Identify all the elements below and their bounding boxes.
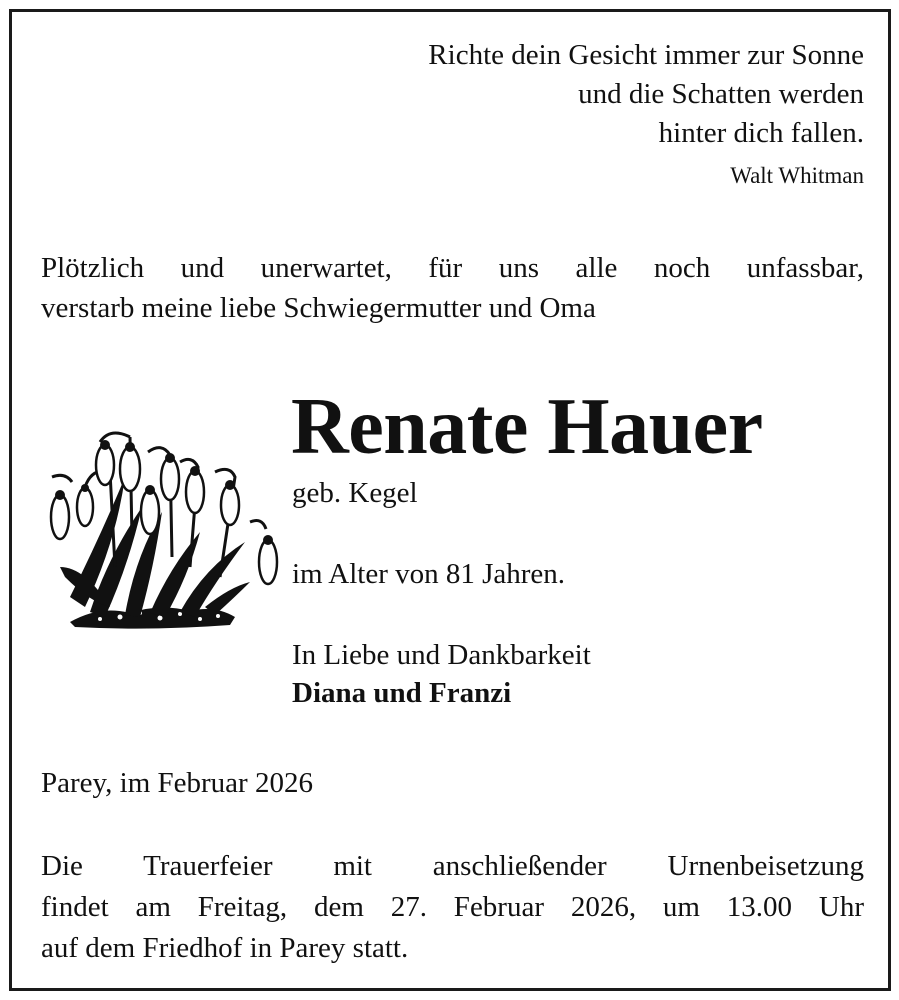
place-date: Parey, im Februar 2026: [41, 767, 313, 799]
quote-line: Richte dein Gesicht immer zur Sonne: [428, 39, 864, 71]
quote-line: hinter dich fallen.: [658, 117, 864, 149]
service-info: [41, 846, 864, 969]
quote-block: [428, 36, 864, 191]
quote-line: und die Schatten werden: [578, 78, 864, 110]
intro-text: [41, 248, 864, 328]
quote-author: Walt Whitman: [730, 163, 864, 188]
obituary-notice: [9, 9, 891, 991]
intro-line: Plötzlich und unerwartet, für uns alle noch unfassbar,: [41, 252, 864, 284]
mourners-greeting: In Liebe und Dankbarkeit: [292, 639, 591, 671]
service-line: Die Trauerfeier mit anschließender Urnenbeisetzung: [41, 850, 864, 882]
mourners-names: Diana und Franzi: [292, 677, 512, 709]
service-line: auf dem Friedhof in Parey statt.: [41, 932, 409, 964]
age-text: im Alter von 81 Jahren.: [292, 558, 566, 590]
snowdrop-flowers-icon: [30, 417, 280, 632]
deceased-name: Renate Hauer: [291, 383, 763, 471]
service-line: findet am Freitag, dem 27. Februar 2026, um 13.00 Uhr: [41, 891, 864, 923]
birth-name: geb. Kegel: [292, 477, 418, 509]
intro-line: verstarb meine liebe Schwiegermutter und Oma: [41, 292, 596, 324]
